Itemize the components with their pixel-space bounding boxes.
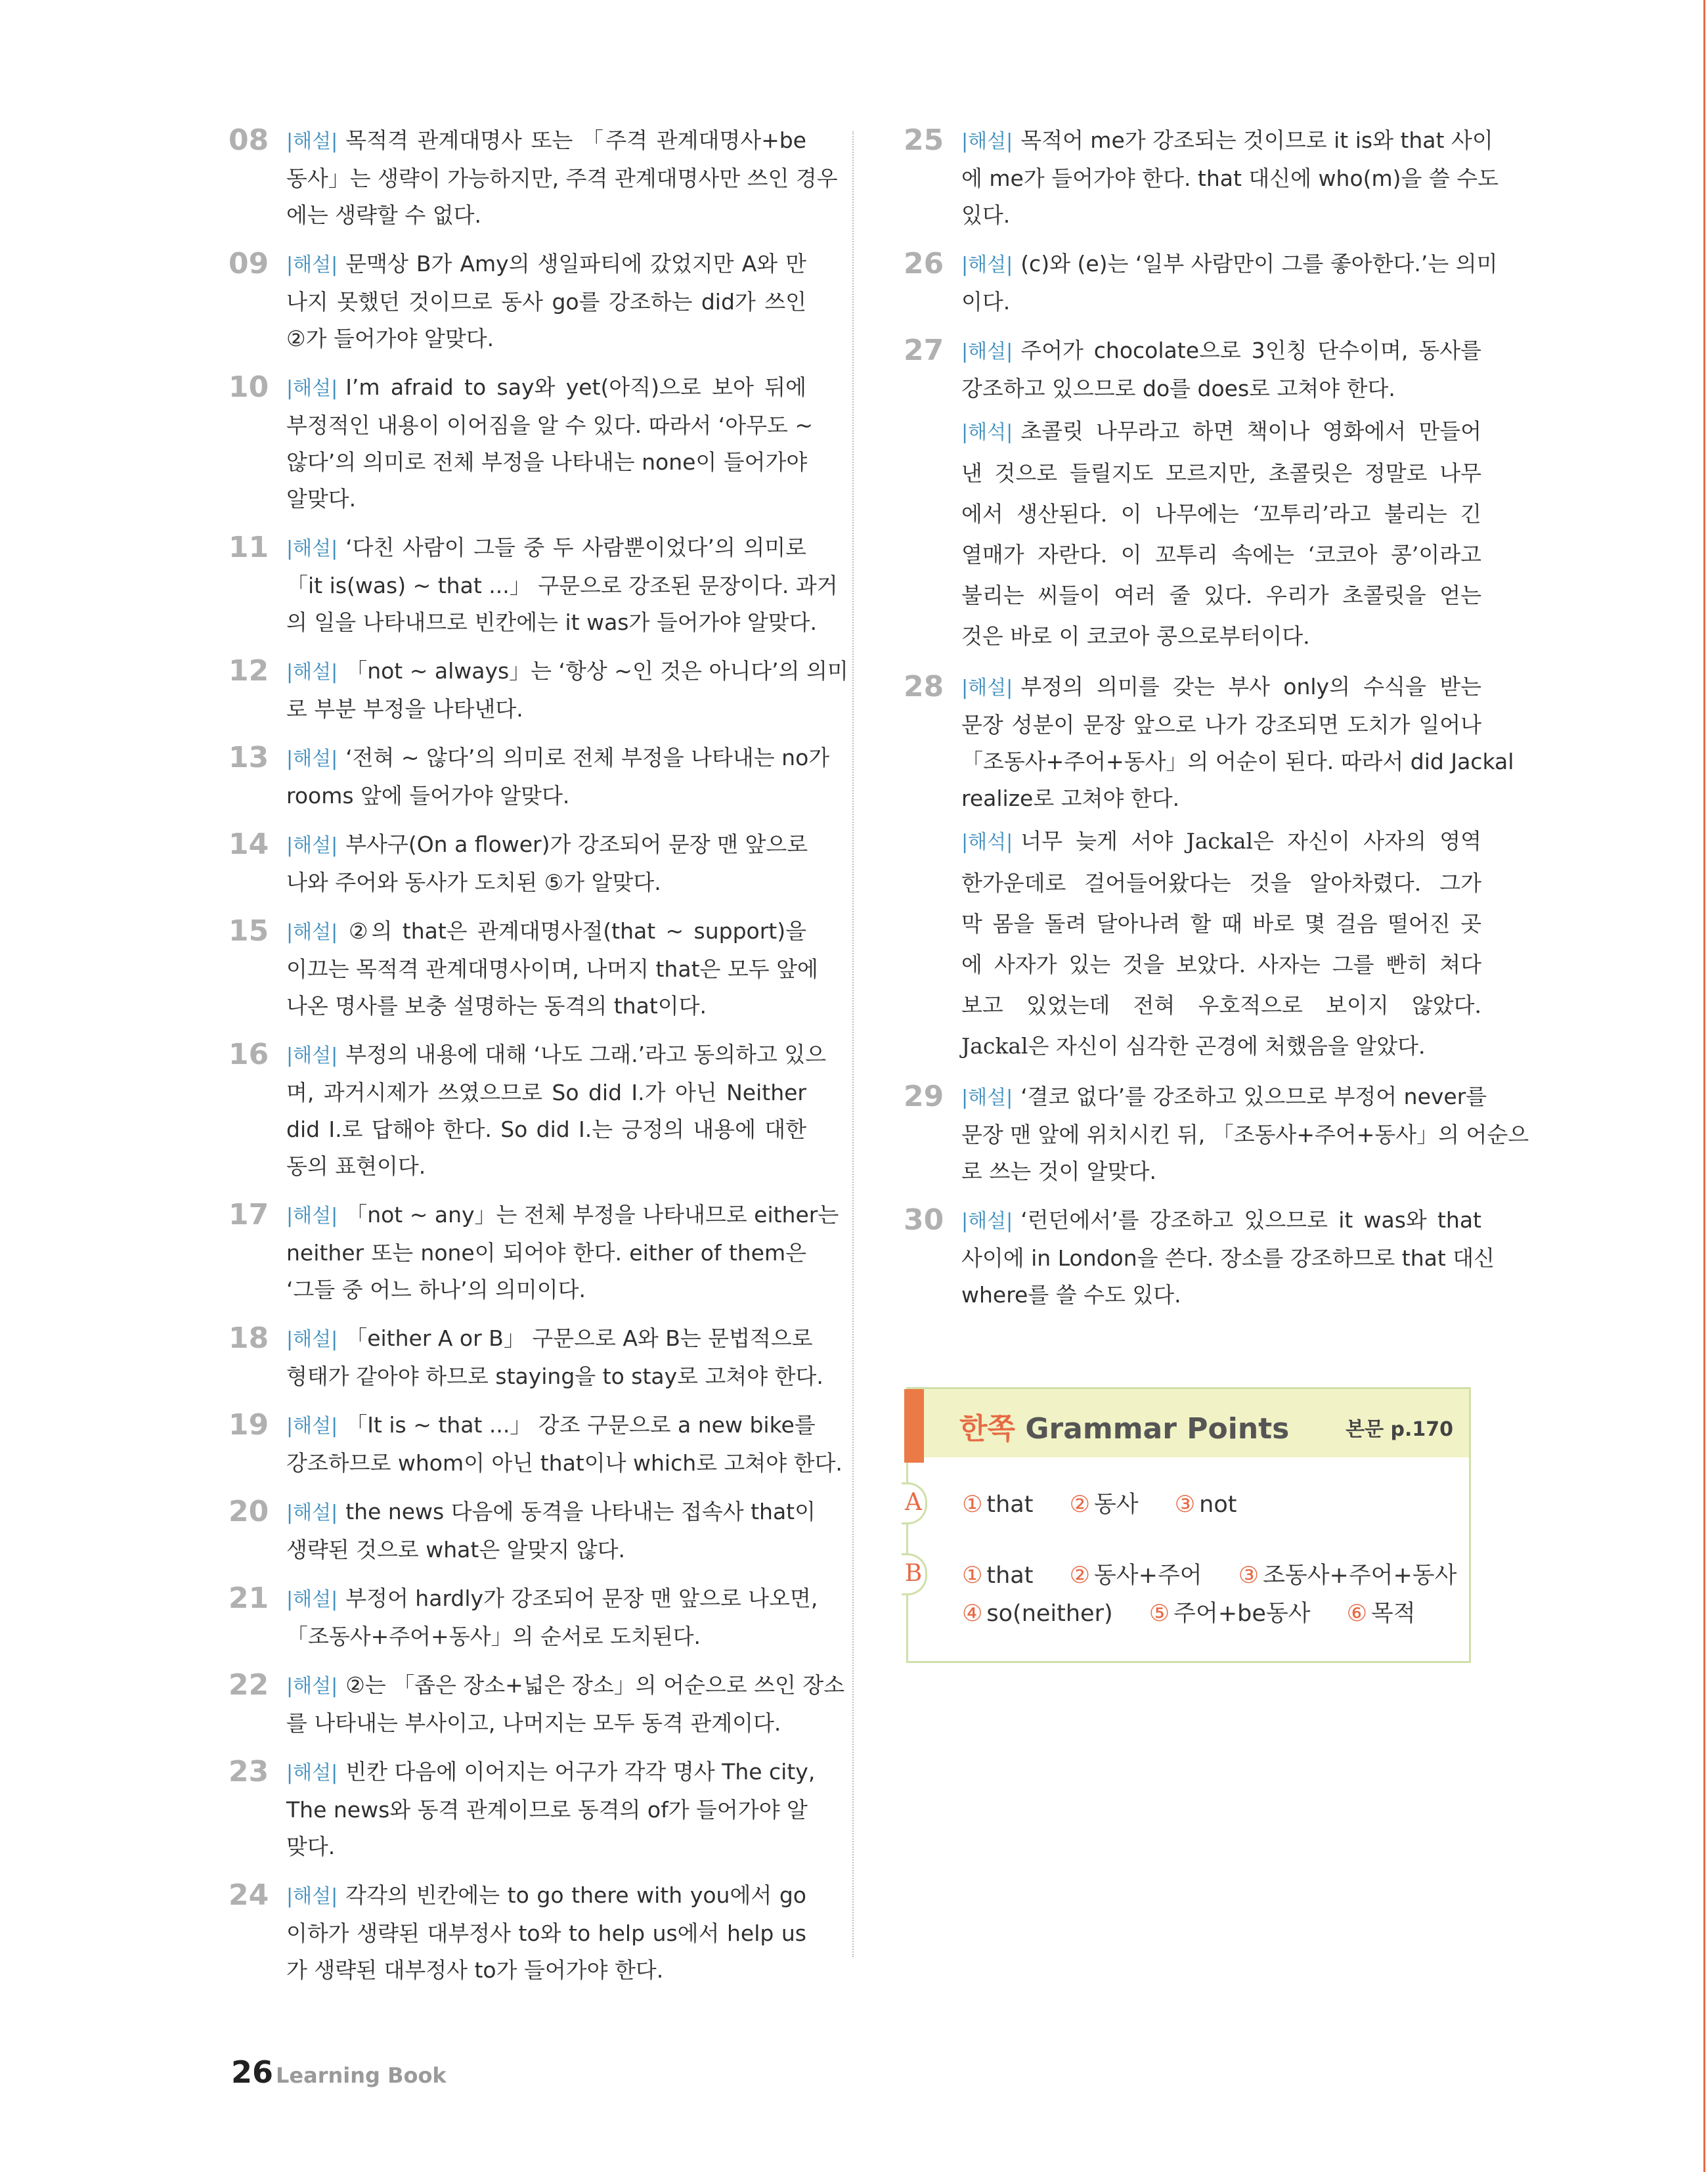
- explanation-text: 강조하고 있으므로 do를 does로 고쳐야 한다.: [961, 376, 1395, 401]
- explanation-tag: |해설|: [961, 254, 1013, 277]
- explanation-text: 문장 맨 앞에 위치시킨 뒤, 「조동사+주어+동사」의 어순으: [961, 1122, 1529, 1147]
- explanation-line: [286, 444, 806, 481]
- right-column: [904, 122, 1529, 1325]
- translation-line: [961, 863, 1481, 904]
- explanation-line: [286, 1828, 806, 1865]
- explanation-line: [286, 1148, 806, 1185]
- row-b-answers-line-2: [962, 1595, 1445, 1628]
- explanation-text: 「not ~ always」는 ‘항상 ~인 것은 아니다’의 의미: [345, 658, 848, 684]
- answer-number: 18: [229, 1321, 269, 1355]
- explanation-line: [961, 370, 1481, 407]
- answer-item: [229, 1580, 818, 1655]
- row-b-label: B: [902, 1553, 927, 1595]
- translation-line: [961, 1026, 1481, 1067]
- answer-item: [229, 1877, 806, 1989]
- explanation-tag: |해설|: [286, 921, 338, 944]
- explanation-text: 의 일을 나타내므로 빈칸에는 it was가 들어가야 알맞다.: [286, 609, 817, 635]
- left-column: [229, 122, 848, 2001]
- answer-item: [229, 369, 813, 518]
- explanation-text: 로 쓰는 것이 알맞다.: [961, 1159, 1156, 1184]
- explanation-text: 「조동사+주어+동사」의 순서로 도치된다.: [286, 1624, 701, 1649]
- explanation-tag: |해설|: [286, 1205, 338, 1228]
- answer-item: [229, 826, 806, 901]
- row-b-answer-6: ⑥ 목적: [1346, 1601, 1416, 1627]
- translation-text: 막 몸을 돌려 달아나려 할 때 바로 몇 걸음 떨어진 곳: [961, 911, 1481, 937]
- row-a-answer-3: ③ not: [1174, 1492, 1237, 1518]
- explanation-line: [286, 864, 806, 901]
- explanation-line: [286, 1915, 806, 1952]
- explanation-text: ‘다친 사람이 그들 중 두 사람뿐이었다’의 의미로: [345, 535, 806, 560]
- explanation-line: [286, 1792, 806, 1828]
- grammar-points-tab-marker: [904, 1389, 924, 1463]
- explanation-tag: |해설|: [286, 834, 338, 857]
- answer-item: [229, 246, 806, 357]
- explanation-text: 목적격 관계대명사 또는 「주격 관계대명사+be: [345, 127, 806, 153]
- explanation-text: 사이에 in London을 쓴다. 장소를 강조하므로 that 대신: [961, 1245, 1495, 1271]
- explanation-text: 「it is(was) ~ that ...」 구문으로 강조된 문장이다. 과거: [286, 573, 838, 598]
- explanation-line: [286, 1618, 806, 1655]
- page-footer: [231, 2054, 447, 2090]
- translation-line: [961, 575, 1481, 616]
- explanation-line: [961, 160, 1499, 197]
- translation-text: 보고 있었는데 전혀 우호적으로 보이지 않았다.: [961, 992, 1481, 1018]
- answer-number: 26: [904, 247, 944, 280]
- translation-line: [961, 944, 1481, 985]
- answer-number: 22: [229, 1668, 269, 1702]
- answer-item: [229, 122, 838, 234]
- explanation-line: [286, 1235, 806, 1272]
- translation-block: [961, 411, 1481, 657]
- translation-text: 불리는 씨들이 여러 줄 있다. 우리가 초콜릿을 얻는: [961, 583, 1481, 608]
- explanation-line: [286, 653, 848, 691]
- explanation-text: 문맥상 B가 Amy의 생일파티에 갔었지만 A와 만: [345, 251, 806, 277]
- row-b-answer-2: ② 동사+주어: [1069, 1563, 1202, 1589]
- explanation-text: 로 부분 부정을 나타낸다.: [286, 696, 523, 722]
- column-divider: [852, 131, 854, 1957]
- explanation-tag: |해설|: [286, 1328, 338, 1351]
- explanation-line: [286, 529, 806, 567]
- answer-number: 08: [229, 123, 269, 157]
- explanation-line: [286, 1320, 813, 1358]
- answer-item: [229, 913, 818, 1025]
- answer-item: [904, 1202, 1495, 1314]
- explanation-text: 맞다.: [286, 1834, 336, 1859]
- page-edge-rule: [1703, 0, 1705, 2172]
- answer-number: 13: [229, 741, 269, 774]
- explanation-line: [286, 826, 806, 864]
- explanation-line: [286, 691, 806, 728]
- explanation-line: [286, 1754, 816, 1792]
- explanation-text: 「either A or B」 구문으로 A와 B는 문법적으로: [345, 1325, 813, 1351]
- explanation-line: [961, 197, 1481, 234]
- answer-number: 23: [229, 1755, 269, 1788]
- explanation-text: ‘결코 없다’를 강조하고 있으므로 부정어 never를: [1020, 1084, 1487, 1109]
- explanation-text: I’m afraid to say와 yet(아직)으로 보아 뒤에: [345, 374, 806, 400]
- explanation-line: [286, 740, 830, 778]
- explanation-line: [286, 1667, 845, 1705]
- page-number: 26: [231, 2054, 274, 2090]
- translation-line: [961, 616, 1481, 657]
- explanation-text: 부정어 hardly가 강조되어 문장 맨 앞으로 나오면,: [345, 1585, 818, 1611]
- answer-number: 28: [904, 670, 944, 703]
- explanation-line: [286, 951, 818, 988]
- explanation-line: [286, 481, 806, 518]
- answer-number: 14: [229, 828, 269, 861]
- explanation-tag: |해설|: [961, 130, 1013, 153]
- explanation-text: 「조동사+주어+동사」의 어순이 된다. 따라서 did Jackal: [961, 749, 1514, 774]
- explanation-tag: |해설|: [286, 254, 338, 277]
- explanation-line: [286, 778, 806, 814]
- translation-text: 한가운데로 걸어들어왔다는 것을 알아차렸다. 그가: [961, 870, 1481, 896]
- explanation-tag: |해설|: [286, 1501, 338, 1524]
- explanation-tag: |해설|: [961, 676, 1013, 699]
- explanation-line: [286, 1705, 806, 1742]
- explanation-line: [286, 988, 806, 1025]
- translation-text: 열매가 자란다. 이 꼬투리 속에는 ‘코코아 콩’이라고: [961, 542, 1481, 567]
- explanation-text: 에는 생략할 수 없다.: [286, 202, 481, 228]
- explanation-text: 부정의 내용에 대해 ‘나도 그래.’라고 동의하고 있으: [345, 1042, 827, 1067]
- answer-item: [229, 1036, 827, 1185]
- answer-item: [904, 332, 1481, 657]
- explanation-line: [286, 197, 806, 234]
- answer-item: [904, 1078, 1529, 1190]
- explanation-tag: |해설|: [961, 340, 1013, 363]
- explanation-text: 「It is ~ that ...」 강조 구문으로 a new bike를: [345, 1412, 816, 1438]
- explanation-line: [961, 1117, 1529, 1153]
- explanation-text: 않다’의 의미로 전체 부정을 나타내는 none이 들어가야: [286, 449, 808, 475]
- grammar-points-page-ref: 본문 p.170: [1346, 1418, 1453, 1441]
- answer-number: 17: [229, 1198, 269, 1231]
- translation-text: 너무 늦게 서야 Jackal은 자신이 사자의 영역: [1020, 828, 1481, 854]
- translation-line: [961, 453, 1481, 494]
- explanation-text: realize로 고쳐야 한다.: [961, 786, 1180, 811]
- answer-item: [904, 122, 1499, 234]
- row-b-answer-5: ⑤ 주어+be동사: [1149, 1601, 1311, 1627]
- explanation-line: [286, 1877, 806, 1915]
- explanation-line: [961, 122, 1493, 160]
- row-a-label: A: [902, 1482, 927, 1524]
- explanation-tag: |해설|: [286, 1762, 338, 1784]
- translation-text: Jackal은 자신이 심각한 곤경에 처했음을 알았다.: [961, 1033, 1426, 1059]
- explanation-tag: |해설|: [961, 1210, 1013, 1233]
- explanation-text: 빈칸 다음에 이어지는 어구가 각각 명사 The city,: [345, 1759, 816, 1784]
- explanation-line: [961, 1202, 1481, 1240]
- explanation-text: The news와 동격 관계이므로 동격의 of가 들어가야 알: [286, 1797, 808, 1823]
- answer-number: 29: [904, 1080, 944, 1113]
- translation-line: [961, 821, 1481, 863]
- explanation-text: 나와 주어와 동사가 도치된 ⑤가 알맞다.: [286, 870, 661, 895]
- explanation-line: [961, 284, 1481, 321]
- grammar-points-title-en: Grammar Points: [1025, 1412, 1290, 1446]
- explanation-line: [961, 1078, 1487, 1117]
- answer-number: 27: [904, 334, 944, 367]
- row-a-answers: [962, 1486, 1265, 1519]
- explanation-text: 가 생략된 대부정사 to가 들어가야 한다.: [286, 1957, 664, 1983]
- explanation-line: [961, 780, 1481, 817]
- answer-item: [229, 1754, 816, 1865]
- answer-number: 30: [904, 1203, 944, 1237]
- row-b-answers-line-1: [962, 1557, 1485, 1590]
- explanation-line: [286, 1197, 839, 1235]
- explanation-tag: |해설|: [286, 130, 338, 153]
- answer-item: [229, 1197, 839, 1308]
- answer-number: 11: [229, 531, 269, 564]
- explanation-text: 있다.: [961, 202, 1011, 228]
- explanation-line: [286, 1036, 827, 1075]
- explanation-line: [286, 1580, 818, 1618]
- explanation-line: [286, 1532, 806, 1568]
- explanation-text: ②의 that은 관계대명사절(that ~ support)을: [345, 918, 806, 944]
- explanation-line: [961, 743, 1514, 780]
- translation-line: [961, 985, 1481, 1026]
- translation-line: [961, 904, 1481, 944]
- footer-brand: Learning Book: [276, 2063, 447, 2088]
- answer-number: 20: [229, 1495, 269, 1528]
- answer-item: [229, 529, 838, 641]
- answer-item: [229, 653, 848, 728]
- explanation-text: the news 다음에 동격을 나타내는 접속사 that이: [345, 1499, 816, 1524]
- answer-item: [229, 1667, 845, 1742]
- explanation-line: [286, 913, 806, 951]
- explanation-text: ②는 「좁은 장소+넓은 장소」의 어순으로 쓰인 장소: [345, 1672, 845, 1698]
- explanation-text: ‘그들 중 어느 하나’의 의미이다.: [286, 1277, 586, 1302]
- explanation-text: 각각의 빈칸에는 to go there with you에서 go: [345, 1882, 806, 1908]
- translation-block: [961, 821, 1481, 1067]
- explanation-text: 에 me가 들어가야 한다. that 대신에 who(m)을 쓸 수도: [961, 166, 1499, 191]
- explanation-line: [961, 1153, 1481, 1190]
- explanation-line: [286, 407, 813, 444]
- answer-item: [229, 740, 830, 814]
- explanation-text: (c)와 (e)는 ‘일부 사람만이 그를 좋아한다.’는 의미: [1020, 251, 1498, 277]
- explanation-line: [286, 1407, 816, 1445]
- explanation-line: [286, 246, 806, 284]
- explanation-text: 동사」는 생략이 가능하지만, 주격 관계대명사만 쓰인 경우: [286, 166, 838, 191]
- grammar-points-title: [959, 1405, 1289, 1447]
- row-a-answer-2: ② 동사: [1069, 1492, 1139, 1518]
- explanation-line: [286, 321, 806, 357]
- explanation-line: [286, 1358, 823, 1395]
- answer-number: 25: [904, 123, 944, 157]
- explanation-text: 문장 성분이 문장 앞으로 나가 강조되면 도치가 일어나: [961, 712, 1481, 738]
- explanation-line: [286, 122, 806, 160]
- explanation-text: neither 또는 none이 되어야 한다. either of them은: [286, 1240, 806, 1266]
- explanation-text: rooms 앞에 들어가야 알맞다.: [286, 783, 570, 809]
- explanation-line: [961, 332, 1481, 370]
- explanation-line: [286, 1111, 806, 1148]
- explanation-line: [286, 567, 838, 604]
- explanation-line: [961, 707, 1481, 743]
- translation-tag: |해석|: [961, 831, 1013, 854]
- answer-number: 21: [229, 1582, 269, 1615]
- explanation-tag: |해설|: [286, 1415, 338, 1438]
- translation-text: 것은 바로 이 코코아 콩으로부터이다.: [961, 623, 1310, 649]
- explanation-tag: |해설|: [286, 1885, 338, 1908]
- translation-line: [961, 535, 1481, 575]
- answer-item: [904, 246, 1498, 321]
- explanation-text: 를 나타내는 부사이고, 나머지는 모두 동격 관계이다.: [286, 1710, 781, 1736]
- explanation-text: 강조하므로 whom이 아닌 that이나 which로 고쳐야 한다.: [286, 1450, 843, 1476]
- explanation-line: [961, 669, 1481, 707]
- row-b-answer-3: ③ 조동사+주어+동사: [1238, 1563, 1457, 1589]
- answer-item: [229, 1407, 843, 1482]
- explanation-text: 형태가 같아야 하므로 staying을 to stay로 고쳐야 한다.: [286, 1363, 823, 1389]
- grammar-points-box: [906, 1387, 1471, 1663]
- explanation-line: [286, 160, 838, 197]
- answer-number: 10: [229, 370, 269, 404]
- explanation-text: 부정적인 내용이 이어짐을 알 수 있다. 따라서 ‘아무도 ~: [286, 412, 813, 438]
- translation-line: [961, 411, 1481, 453]
- explanation-text: 이하가 생략된 대부정사 to와 to help us에서 help us: [286, 1920, 806, 1946]
- explanation-line: [286, 1272, 806, 1308]
- explanation-line: [961, 246, 1498, 284]
- explanation-text: 목적어 me가 강조되는 것이므로 it is와 that 사이: [1020, 127, 1493, 153]
- explanation-text: ‘런던에서’를 강조하고 있으므로 it was와 that: [1020, 1207, 1481, 1233]
- explanation-text: 이다.: [961, 289, 1011, 315]
- translation-line: [961, 494, 1481, 535]
- translation-text: 초콜릿 나무라고 하면 책이나 영화에서 만들어: [1020, 418, 1481, 444]
- explanation-line: [286, 1494, 816, 1532]
- explanation-text: did I.로 답해야 한다. So did I.는 긍정의 내용에 대한: [286, 1117, 806, 1142]
- explanation-text: 동의 표현이다.: [286, 1153, 426, 1179]
- answer-item: [904, 669, 1514, 1067]
- grammar-points-title-kr: 한쪽: [959, 1412, 1016, 1446]
- row-b-answer-1: ① that: [962, 1563, 1034, 1589]
- explanation-tag: |해설|: [286, 537, 338, 560]
- translation-tag: |해석|: [961, 421, 1013, 444]
- explanation-text: 부사구(On a flower)가 강조되어 문장 맨 앞으로: [345, 831, 808, 857]
- explanation-line: [286, 1075, 806, 1111]
- explanation-tag: |해설|: [286, 1588, 338, 1611]
- explanation-line: [961, 1240, 1495, 1277]
- answer-number: 09: [229, 247, 269, 280]
- explanation-text: 나지 못했던 것이므로 동사 go를 강조하는 did가 쓰인: [286, 289, 806, 315]
- answer-item: [229, 1320, 823, 1395]
- explanation-tag: |해설|: [286, 1044, 338, 1067]
- explanation-tag: |해설|: [286, 377, 338, 400]
- row-b-answer-4: ④ so(neither): [962, 1601, 1113, 1627]
- answer-number: 12: [229, 654, 269, 688]
- explanation-tag: |해설|: [286, 747, 338, 770]
- explanation-text: 부정의 의미를 갖는 부사 only의 수식을 받는: [1020, 674, 1481, 699]
- answer-number: 16: [229, 1038, 269, 1071]
- explanation-text: 나온 명사를 보충 설명하는 동격의 that이다.: [286, 993, 707, 1019]
- answer-number: 15: [229, 914, 269, 948]
- explanation-text: 며, 과거시제가 쓰였으므로 So did I.가 아닌 Neither: [286, 1080, 806, 1105]
- explanation-text: 주어가 chocolate으로 3인칭 단수이며, 동사를: [1020, 338, 1481, 363]
- answer-number: 24: [229, 1878, 269, 1912]
- explanation-line: [286, 1952, 806, 1989]
- explanation-line: [286, 284, 806, 321]
- explanation-text: ‘전혀 ~ 않다’의 의미로 전체 부정을 나타내는 no가: [345, 745, 830, 770]
- translation-text: 에서 생산된다. 이 나무에는 ‘꼬투리’라고 불리는 긴: [961, 501, 1481, 527]
- explanation-text: 이끄는 목적격 관계대명사이며, 나머지 that은 모두 앞에: [286, 956, 818, 982]
- answer-number: 19: [229, 1408, 269, 1442]
- answer-item: [229, 1494, 816, 1568]
- explanation-text: ②가 들어가야 알맞다.: [286, 326, 494, 351]
- explanation-text: 알맞다.: [286, 486, 357, 512]
- explanation-text: 생략된 것으로 what은 알맞지 않다.: [286, 1537, 626, 1563]
- row-a-answer-1: ① that: [962, 1492, 1034, 1518]
- translation-text: 에 사자가 있는 것을 보았다. 사자는 그를 빤히 쳐다: [961, 952, 1481, 977]
- explanation-tag: |해설|: [286, 1675, 338, 1698]
- explanation-tag: |해설|: [286, 661, 338, 684]
- explanation-line: [286, 604, 817, 641]
- explanation-line: [286, 1445, 843, 1482]
- explanation-text: 「not ~ any」는 전체 부정을 나타내므로 either는: [345, 1202, 839, 1228]
- explanation-text: where를 쓸 수도 있다.: [961, 1282, 1181, 1308]
- explanation-tag: |해설|: [961, 1086, 1013, 1109]
- explanation-line: [961, 1277, 1481, 1314]
- translation-text: 낸 것으로 들릴지도 모르지만, 초콜릿은 정말로 나무: [961, 460, 1481, 486]
- explanation-line: [286, 369, 806, 407]
